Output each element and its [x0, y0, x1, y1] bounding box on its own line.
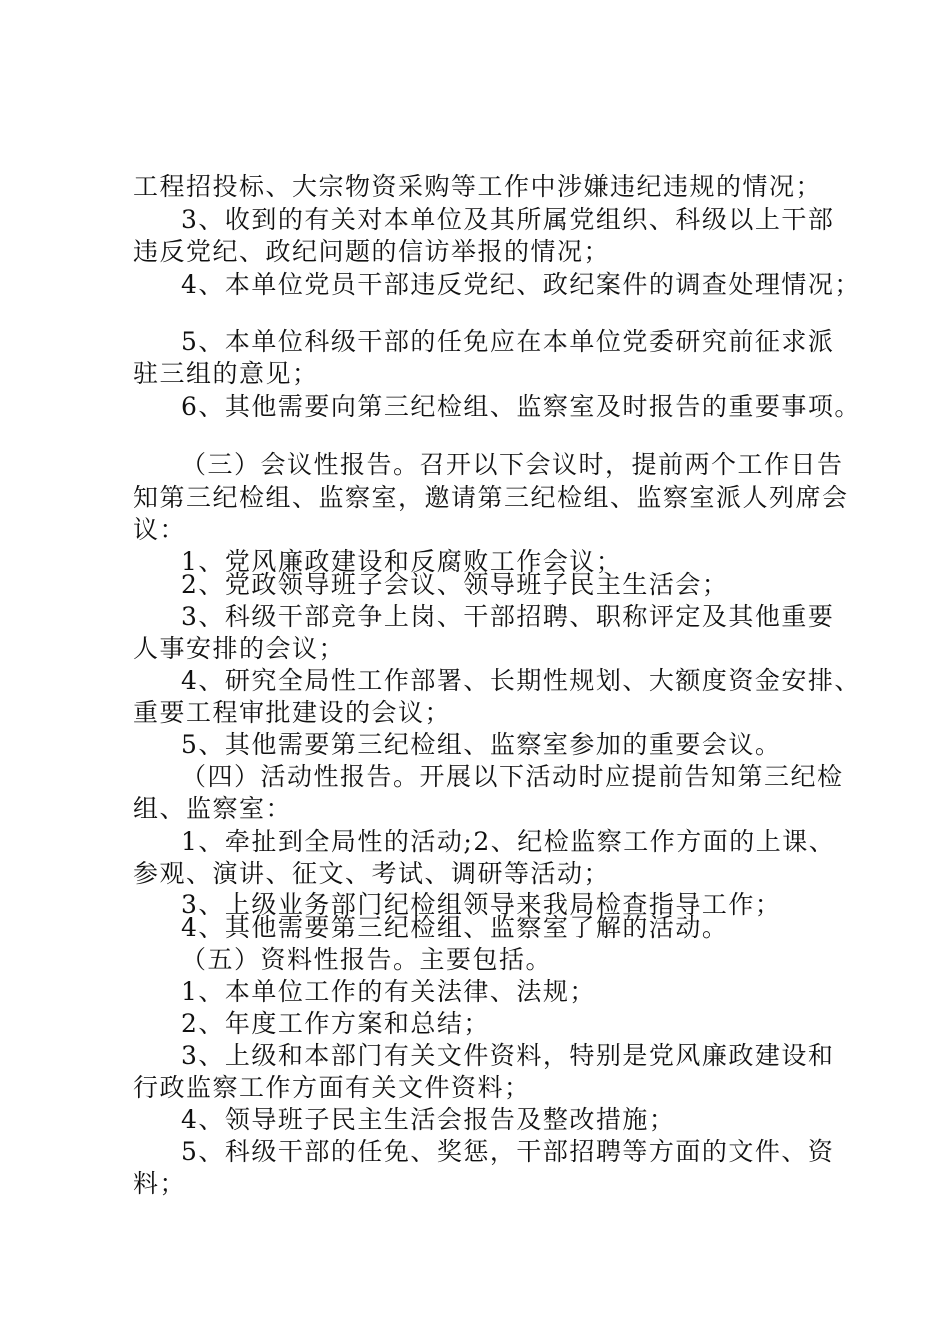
text-line: 2、党政领导班子会议、领导班子民主生活会；: [181, 570, 729, 599]
text-line: 3、收到的有关对本单位及其所属党组织、科级以上干部: [181, 205, 835, 234]
text-line: 工程招投标、大宗物资采购等工作中涉嫌违纪违规的情况；: [133, 172, 823, 201]
text-line: 1、牵扯到全局性的活动;2、纪检监察工作方面的上课、: [181, 827, 836, 856]
text-line: 行政监察工作方面有关文件资料；: [133, 1073, 531, 1102]
text-line: 1、党风廉政建设和反腐败工作会议；: [181, 547, 623, 576]
text-line: 重要工程审批建设的会议；: [133, 698, 452, 727]
text-line: （三）会议性报告。召开以下会议时，提前两个工作日告: [181, 450, 844, 479]
text-line: 2、年度工作方案和总结；: [181, 1009, 490, 1038]
text-line: 4、研究全局性工作部署、长期性规划、大额度资金安排、: [181, 666, 861, 695]
text-line: 违反党纪、政纪问题的信访举报的情况；: [133, 237, 611, 266]
text-line: （五）资料性报告。主要包括。: [181, 945, 553, 974]
text-line: 知第三纪检组、监察室，邀请第三纪检组、监察室派人列席会: [133, 483, 849, 512]
text-line: 3、科级干部竞争上岗、干部招聘、职称评定及其他重要: [181, 602, 835, 631]
text-line: 4、其他需要第三纪检组、监察室了解的活动。: [181, 913, 729, 942]
text-line: 5、本单位科级干部的任免应在本单位党委研究前征求派: [181, 327, 835, 356]
text-line: 料；: [133, 1169, 187, 1198]
text-line: 6、其他需要向第三纪检组、监察室及时报告的重要事项。: [181, 392, 861, 421]
text-line: 3、上级业务部门纪检组领导来我局检查指导工作；: [181, 890, 782, 919]
text-line: 5、科级干部的任免、奖惩，干部招聘等方面的文件、资: [181, 1137, 835, 1166]
text-line: 4、领导班子民主生活会报告及整改措施；: [181, 1105, 676, 1134]
text-line: 3、上级和本部门有关文件资料，特别是党风廉政建设和: [181, 1041, 835, 1070]
text-line: 组、监察室：: [133, 794, 293, 823]
text-line: 人事安排的会议；: [133, 634, 346, 663]
text-line: 驻三组的意见；: [133, 359, 319, 388]
text-line: 参观、演讲、征文、考试、调研等活动；: [133, 859, 611, 888]
text-line: 4、本单位党员干部违反党纪、政纪案件的调查处理情况；: [181, 270, 861, 299]
text-line: 5、其他需要第三纪检组、监察室参加的重要会议。: [181, 730, 782, 759]
text-line: 议：: [133, 515, 187, 544]
text-line: （四）活动性报告。开展以下活动时应提前告知第三纪检: [181, 762, 844, 791]
text-line: 1、本单位工作的有关法律、法规；: [181, 977, 596, 1006]
